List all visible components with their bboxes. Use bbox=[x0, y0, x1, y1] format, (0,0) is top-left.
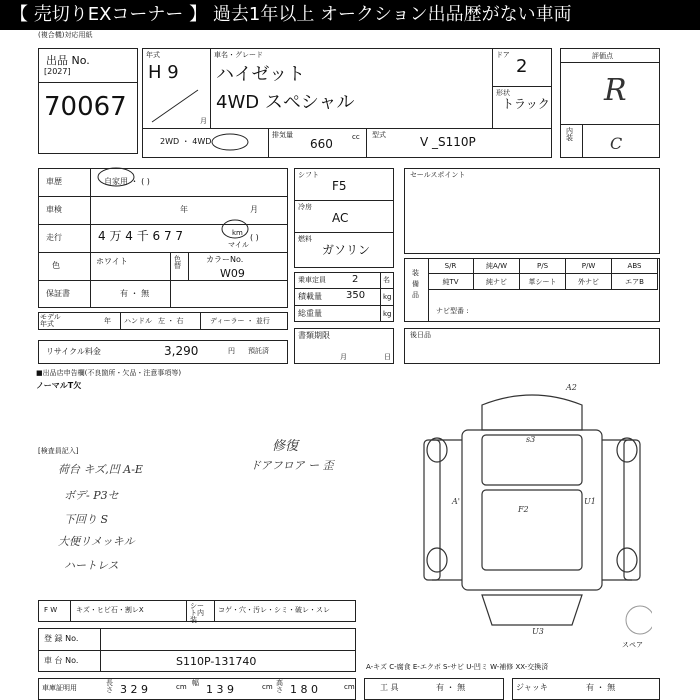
diagram-mark-s3: s3 bbox=[526, 435, 536, 444]
lot-number: 70067 bbox=[44, 92, 127, 122]
inspection-year: 年 bbox=[180, 205, 188, 214]
mileage-unit: km bbox=[232, 229, 243, 237]
drive-value: 2WD ・ 4WD bbox=[160, 137, 212, 146]
recycle-note: 預託済 bbox=[248, 347, 269, 355]
shift-value: F5 bbox=[332, 179, 347, 193]
spare-label: スペア bbox=[622, 641, 643, 649]
dims-height: 1 8 0 bbox=[290, 683, 318, 696]
score-label: 評価点 bbox=[592, 52, 613, 60]
model-value: V _S110P bbox=[420, 135, 476, 149]
dims-length-label: 長さ bbox=[106, 679, 113, 694]
load-label: 積載量 bbox=[298, 292, 322, 301]
load-unit: kg bbox=[383, 293, 392, 301]
dealer-value: ディーラー ・ 並行 bbox=[210, 317, 270, 325]
after-box bbox=[404, 328, 660, 364]
inspector-note-1: 荷台 キズ,凹 A-E bbox=[58, 463, 143, 476]
shape-label: 形状 bbox=[496, 89, 510, 97]
recycle-unit: 円 bbox=[228, 347, 235, 355]
fw-items: キズ・ヒビ石・割レX bbox=[76, 606, 144, 614]
equipment-item: 革シート bbox=[520, 274, 566, 290]
inspection-label: 車検 bbox=[46, 205, 62, 214]
dims-length: 3 2 9 bbox=[120, 683, 148, 696]
ac-label: 冷房 bbox=[298, 203, 312, 211]
displacement-label: 排気量 bbox=[272, 131, 293, 139]
multi-note: (複合機)対応用紙 bbox=[38, 31, 93, 39]
diagram-mark-f2: F2 bbox=[518, 505, 529, 514]
inspector-note-5: ハートレス bbox=[64, 559, 119, 572]
year-label: 年式 bbox=[146, 51, 160, 59]
doors-value: 2 bbox=[516, 56, 528, 77]
interior-label: 内装 bbox=[566, 127, 573, 142]
displacement-unit: cc bbox=[352, 133, 360, 141]
after-label: 後日品 bbox=[410, 331, 431, 339]
doc-period-label: 書類期限 bbox=[298, 331, 330, 340]
sales-label: セールスポイント bbox=[410, 171, 466, 179]
handle-label: ハンドル bbox=[124, 317, 152, 325]
equipment-item: 外ナビ bbox=[566, 274, 612, 290]
equipment-item: ABS bbox=[612, 258, 658, 274]
doc-period-day: 日 bbox=[384, 353, 391, 361]
name-label: 車名・グレード bbox=[214, 51, 263, 59]
mileage-circle bbox=[220, 218, 250, 240]
history-circle bbox=[96, 166, 136, 188]
doc-period-month: 月 bbox=[340, 353, 347, 361]
capacity-unit: 名 bbox=[383, 276, 390, 284]
car-diagram bbox=[412, 380, 652, 640]
history-value: 自家用 ・ ( ) bbox=[104, 177, 150, 186]
gross-label: 総重量 bbox=[298, 309, 322, 318]
dims-width-label: 幅 bbox=[192, 679, 199, 687]
legend: A-キズ C-腐食 E-エクボ S-サビ U-凹ミ W-補修 XX-交換済 bbox=[366, 663, 549, 671]
fuel-value: ガソリン bbox=[322, 243, 371, 257]
declaration-value: ノーマルT欠 bbox=[36, 381, 82, 390]
registration-label: 登 録 No. bbox=[44, 634, 79, 643]
model-label: 型式 bbox=[372, 131, 386, 139]
color-code: W09 bbox=[220, 267, 245, 280]
inspector-right-note-1: 修復 bbox=[272, 439, 299, 454]
jack-label: ジャッキ bbox=[516, 683, 548, 692]
seat-label: シート内装 bbox=[190, 602, 204, 624]
load-value: 350 bbox=[346, 290, 366, 301]
lot-sub: [2027] bbox=[44, 67, 71, 76]
chassis-label: 車 台 No. bbox=[44, 656, 79, 665]
lot-label: 出品 No. bbox=[46, 54, 90, 67]
declaration-label: ■出品店申告欄(不良箇所・欠品・注意事項等) bbox=[36, 369, 182, 377]
history-label: 車歴 bbox=[46, 177, 62, 186]
sales-box bbox=[404, 168, 660, 254]
diagram-mark-u3: U3 bbox=[532, 627, 544, 636]
inspector-right-note-2: ドアフロア ー 歪 bbox=[250, 459, 334, 472]
doors-label: ドア bbox=[496, 51, 510, 59]
equipment-label: 装備品 bbox=[412, 269, 419, 300]
warranty-label: 保証書 bbox=[46, 289, 70, 298]
model-year-year: 年 bbox=[104, 317, 111, 325]
inspector-note-4: 大便リメッキル bbox=[58, 535, 135, 548]
tools-value: 有 ・ 無 bbox=[436, 683, 466, 692]
model-year-label: モデル年式 bbox=[40, 313, 61, 328]
diagram-mark-a1: A' bbox=[452, 497, 460, 506]
handle-value: 左 ・ 右 bbox=[158, 317, 184, 325]
gross-unit: kg bbox=[383, 310, 392, 318]
dims-unit-2: cm bbox=[262, 683, 273, 691]
equipment-item: S/R bbox=[428, 258, 474, 274]
shift-label: シフト bbox=[298, 171, 319, 179]
color-change-label: 色替 bbox=[174, 255, 181, 270]
equipment-item: P/S bbox=[520, 258, 566, 274]
tools-label: 工 具 bbox=[380, 683, 399, 692]
fw-label: F W bbox=[44, 606, 58, 614]
name-line1: ハイゼット bbox=[216, 64, 306, 85]
color-value: ホワイト bbox=[96, 257, 128, 266]
dims-label: 車庫証明用 bbox=[42, 684, 77, 692]
year-value: H 9 bbox=[148, 62, 179, 83]
capacity-value: 2 bbox=[352, 274, 359, 285]
name-line2: 4WD スペシャル bbox=[216, 92, 355, 113]
diagram-mark-a2: A2 bbox=[566, 383, 577, 392]
inspector-note-3: 下回り S bbox=[64, 513, 109, 526]
equipment-item: 純TV bbox=[428, 274, 474, 290]
banner: 【 売切りEXコーナー 】 過去1年以上 オークション出品歴がない車両 bbox=[0, 0, 700, 30]
shape-value: トラック bbox=[502, 97, 550, 111]
inspection-month: 月 bbox=[250, 205, 258, 214]
dims-width: 1 3 9 bbox=[206, 683, 234, 696]
equipment-item: エアB bbox=[612, 274, 658, 290]
fuel-label: 燃料 bbox=[298, 235, 312, 243]
mileage-value: 4 万 4 千 6 7 7 bbox=[98, 229, 184, 243]
score-value: R bbox=[604, 73, 627, 108]
jack-value: 有 ・ 無 bbox=[586, 683, 616, 692]
color-label: 色 bbox=[52, 261, 60, 270]
mileage-paren: ( ) bbox=[250, 233, 259, 242]
interior-value: C bbox=[610, 134, 623, 153]
navi-label: ナビ型番 : bbox=[436, 307, 469, 315]
drive-circle bbox=[210, 132, 250, 152]
inspector-note-2: ボデ- P3セ bbox=[64, 489, 119, 502]
ac-value: AC bbox=[332, 211, 349, 225]
equipment-item: 純A/W bbox=[474, 258, 520, 274]
dims-height-label: 高さ bbox=[276, 679, 283, 694]
equipment-item: 純ナビ bbox=[474, 274, 520, 290]
equipment-item: P/W bbox=[566, 258, 612, 274]
year-unit: 月 bbox=[200, 117, 207, 125]
displacement-value: 660 bbox=[310, 137, 333, 151]
mileage-label: 走行 bbox=[46, 233, 62, 242]
chassis-value: S110P-131740 bbox=[176, 655, 257, 668]
dims-unit-1: cm bbox=[176, 683, 187, 691]
mileage-unit2: マイル bbox=[228, 241, 249, 249]
warranty-value: 有 ・ 無 bbox=[120, 289, 150, 298]
color-code-label: カラーNo. bbox=[206, 255, 244, 264]
year-slash bbox=[150, 88, 200, 124]
recycle-value: 3,290 bbox=[164, 344, 199, 358]
inspector-label: [検査員記入] bbox=[38, 447, 79, 455]
capacity-label: 乗車定員 bbox=[298, 276, 326, 284]
recycle-label: リサイクル料金 bbox=[46, 347, 101, 356]
seat-items: コゲ・穴・汚レ・シミ・破レ・スレ bbox=[218, 606, 330, 614]
diagram-mark-u1: U1 bbox=[584, 497, 596, 506]
dims-unit-3: cm bbox=[344, 683, 355, 691]
